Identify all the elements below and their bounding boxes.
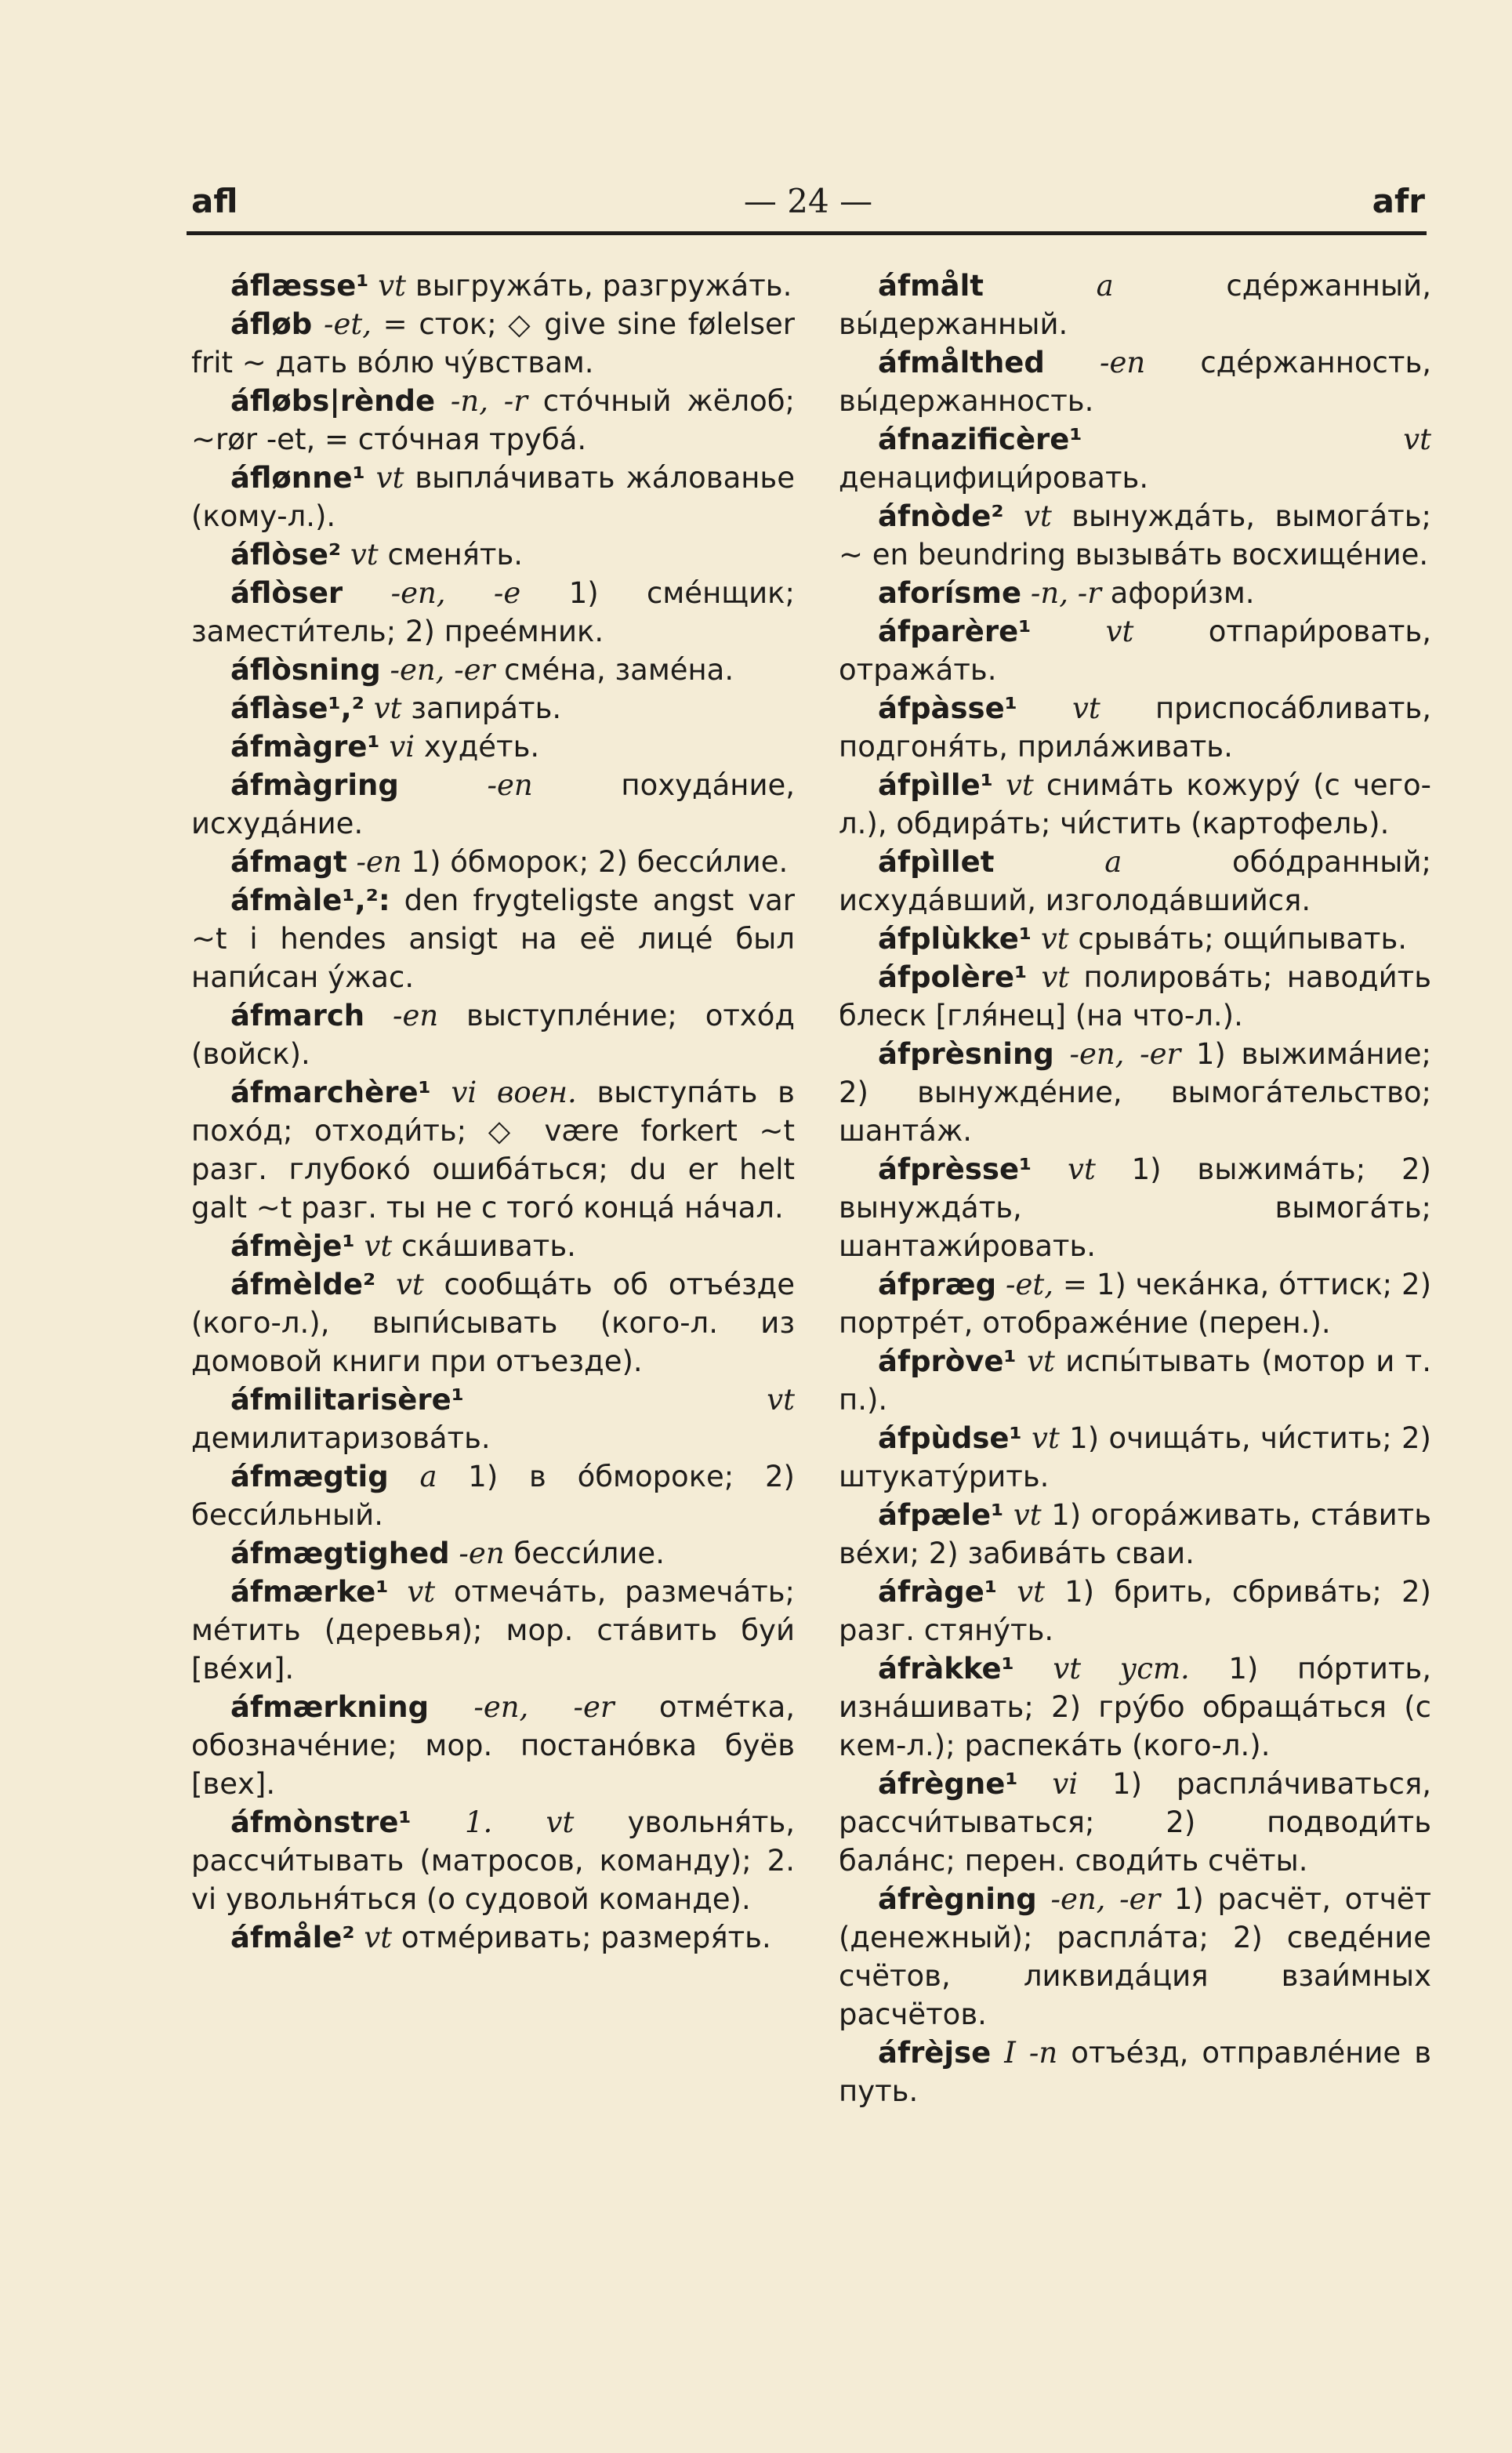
dictionary-entry <box>839 1649 1431 1765</box>
headword: áfprèsning <box>878 1037 1054 1071</box>
dictionary-entry <box>191 843 795 881</box>
dictionary-entry <box>191 1803 795 1918</box>
headword: áfpàsse¹ <box>878 691 1017 725</box>
grammar-label: vt <box>1041 960 1070 994</box>
grammar-label: vt <box>1005 768 1034 802</box>
headword: áfmàle¹,²: <box>230 884 390 917</box>
headword: áflòser <box>230 576 343 610</box>
headword: áfmåle² <box>230 1921 355 1954</box>
headword: áfmilitarisère¹ <box>230 1383 464 1417</box>
grammar-label: vt <box>1017 1575 1045 1609</box>
definition: приспоса́бливать, подгоня́ть, прила́живать. <box>839 691 1431 764</box>
definition: выступа́ть в похо́д; отходи́ть; ◇ være forkert ~t разг. глубоко́ ошиба́ться; du er helt galt ~t разг. ты не с того́ конца́ на́чал. <box>191 1076 795 1225</box>
grammar-label: vt <box>373 691 402 725</box>
definition: 1) расчёт, отчёт (денежный); распла́та; 2) сведе́ние счётов, ликвида́ция взаи́мных расчётов. <box>839 1882 1432 2031</box>
headword: áfmagt <box>230 845 347 879</box>
definition: испы́тывать (мотор и т. п.). <box>839 1344 1431 1417</box>
definition: обо́дранный; исхуда́вший, изголода́вшийся. <box>839 845 1431 917</box>
headword: áfmålthed <box>878 346 1045 379</box>
grammar-label: a <box>1104 845 1122 879</box>
definition: полирова́ть; наводи́ть блеск [гля́нец] (на что-л.). <box>839 960 1432 1032</box>
definition: афори́зм. <box>1110 576 1255 610</box>
definition: ска́шивать. <box>401 1229 576 1263</box>
grammar-label: 1. vt <box>464 1805 575 1839</box>
left-guide-word: afl <box>191 182 238 220</box>
grammar-label: I -n <box>1004 2036 1058 2070</box>
headword: áfrèjse <box>878 2036 992 2070</box>
headword: áfplùkke¹ <box>878 922 1032 956</box>
right-guide-word: afr <box>1372 182 1425 220</box>
definition: отпари́ровать, отража́ть. <box>839 615 1431 687</box>
headword: áfparère¹ <box>878 615 1032 648</box>
dictionary-entry <box>839 420 1431 497</box>
definition: запира́ть. <box>411 691 562 725</box>
grammar-label: vt <box>364 1921 393 1954</box>
dictionary-entry <box>191 728 795 766</box>
headword: áfmònstre¹ <box>230 1805 412 1839</box>
headword: áfmèlde² <box>230 1268 376 1301</box>
headword: áfpìllet <box>878 845 995 879</box>
dictionary-entry <box>191 1688 795 1803</box>
dictionary-entry <box>839 958 1431 1035</box>
headword: áfmèje¹ <box>230 1229 355 1263</box>
headword: áfnòde² <box>878 499 1004 533</box>
page-number: — 24 — <box>743 182 873 220</box>
grammar-label: vt <box>1105 615 1134 648</box>
definition: 1) распла́чиваться, рассчи́тываться; 2) подводи́ть бала́нс; перен. своди́ть счёты. <box>839 1767 1432 1878</box>
dictionary-entry <box>191 459 795 535</box>
definition: 1) о́бморок; 2) бесси́лие. <box>411 845 789 879</box>
definition: 1) огора́живать, ста́вить ве́хи; 2) забива́ть сваи. <box>839 1498 1431 1570</box>
dictionary-entry <box>839 1573 1431 1649</box>
grammar-label: vt <box>1068 1152 1096 1186</box>
headword: aforísme <box>878 576 1022 610</box>
headword: áfmàgre¹ <box>230 730 380 764</box>
dictionary-entry <box>191 1227 795 1265</box>
grammar-label: vt <box>1013 1498 1042 1532</box>
grammar-label: vt <box>1027 1344 1055 1378</box>
grammar-label: vt <box>1072 691 1100 725</box>
definition: денацифици́ровать. <box>839 461 1149 495</box>
definition: сде́ржанный, вы́держанный. <box>839 269 1431 341</box>
headword: áflàse¹,² <box>230 691 364 725</box>
definition: срыва́ть; ощи́пывать. <box>1078 922 1408 956</box>
grammar-label: vt <box>407 1575 436 1609</box>
dictionary-entry <box>191 267 795 305</box>
dictionary-entry <box>191 1573 795 1688</box>
grammar-label: -en <box>392 999 439 1032</box>
definition: отме́тка, обозначе́ние; мор. постано́вка буёв [вех]. <box>191 1690 796 1801</box>
headword: áfmægtig <box>230 1460 389 1493</box>
right-column <box>839 267 1431 2110</box>
dictionary-entry <box>191 1457 795 1534</box>
definition: выпла́чивать жа́лованье (кому-л.). <box>191 461 796 533</box>
grammar-label: -et, = <box>1005 1268 1087 1301</box>
headword: áfmàgring <box>230 768 399 802</box>
definition: увольня́ть, рассчи́тывать (матросов, команду); 2. vi увольня́ться (о судовой команде). <box>191 1805 796 1916</box>
dictionary-entry <box>191 1534 795 1573</box>
dictionary-entry <box>839 766 1431 843</box>
definition: отъе́зд, отправле́ние в путь. <box>839 2036 1431 2108</box>
dictionary-entry <box>839 1342 1431 1419</box>
definition: 1) выжима́ние; 2) вынужде́ние, вымога́тельство; шанта́ж. <box>839 1037 1431 1148</box>
headword: áfrègning <box>878 1882 1037 1916</box>
grammar-label: vt <box>1024 499 1052 533</box>
definition: den frygteligste angst var ~t i hendes ansigt на её лице́ был напи́сан у́жас. <box>191 884 795 994</box>
headword: áfmærke¹ <box>230 1575 389 1609</box>
headword: áflønne¹ <box>230 461 365 495</box>
headword: áfmarchère¹ <box>230 1076 431 1109</box>
grammar-label: -en, -er <box>473 1690 615 1724</box>
dictionary-entry <box>191 574 795 651</box>
headword: áfpræg <box>878 1268 997 1301</box>
headword: áfpùdse¹ <box>878 1421 1022 1455</box>
dictionary-entry <box>839 1880 1431 2034</box>
dictionary-entry <box>839 1035 1431 1150</box>
dictionary-entry <box>839 920 1431 958</box>
grammar-label: vt <box>378 269 407 303</box>
dictionary-entry <box>839 1150 1431 1265</box>
dictionary-entry <box>839 267 1431 343</box>
definition: худе́ть. <box>423 730 540 764</box>
headword: áfpròve¹ <box>878 1344 1017 1378</box>
dictionary-entry <box>839 843 1431 920</box>
dictionary-entry <box>191 382 795 459</box>
headword: áfràge¹ <box>878 1575 998 1609</box>
headword: áfpæle¹ <box>878 1498 1004 1532</box>
grammar-label: -en <box>459 1537 505 1570</box>
definition: сменя́ть. <box>387 538 524 572</box>
definition: 1) сме́нщик; замести́тель; 2) прее́мник. <box>191 576 795 648</box>
dictionary-entry <box>839 1765 1431 1880</box>
definition: отме́ривать; размеря́ть. <box>401 1921 771 1954</box>
dictionary-entry <box>191 535 795 574</box>
definition: 1) чека́нка, о́ттиск; 2) портре́т, отображе́ние (перен.). <box>839 1268 1432 1340</box>
headword: áfmarch <box>230 999 365 1032</box>
headword: áfløbs|rènde <box>230 384 436 418</box>
definition: 1) очища́ть, чи́стить; 2) штукату́рить. <box>839 1421 1431 1493</box>
headword: áfpolère¹ <box>878 960 1028 994</box>
headword: áfmærkning <box>230 1690 430 1724</box>
dictionary-entry <box>839 612 1431 689</box>
definition: демилитаризова́ть. <box>191 1421 491 1455</box>
dictionary-entry <box>191 1073 795 1227</box>
definition: 1) по́ртить, изна́шивать; 2) гру́бо обраща́ться (с кем-л.); распека́ть (кого-л.). <box>839 1652 1431 1762</box>
grammar-label: vt <box>1403 423 1431 456</box>
dictionary-entry <box>191 1265 795 1381</box>
definition: 1) брить, сбрива́ть; 2) разг. стяну́ть. <box>839 1575 1431 1647</box>
grammar-label: -en <box>1100 346 1146 379</box>
dictionary-entry <box>191 305 795 382</box>
headword: áfrègne¹ <box>878 1767 1018 1801</box>
headword: áfràkke¹ <box>878 1652 1014 1686</box>
headword: áfpìlle¹ <box>878 768 993 802</box>
headword: áfmægtighed <box>230 1537 450 1570</box>
headword: áfprèsse¹ <box>878 1152 1032 1186</box>
definition: сообща́ть об отъе́зде (кого-л.), выпи́сывать (кого-л. из домовой книги при отъезде). <box>191 1268 795 1378</box>
grammar-label: -n, -r <box>450 384 528 418</box>
grammar-label: vi <box>1052 1767 1079 1801</box>
definition: бесси́лие. <box>513 1537 665 1570</box>
dictionary-entry <box>191 651 795 689</box>
definition: сме́на, заме́на. <box>504 653 734 687</box>
definition: 1) в о́бмороке; 2) бесси́льный. <box>191 1460 795 1532</box>
definition: вынужда́ть, вымога́ть; ~ en beundring вызыва́ть восхище́ние. <box>839 499 1431 572</box>
grammar-label: -en, -er <box>1069 1037 1181 1071</box>
grammar-label: vi <box>389 730 415 764</box>
definition: выступле́ние; отхо́д (войск). <box>191 999 796 1071</box>
headword: áfmålt <box>878 269 984 303</box>
grammar-label: -et, = <box>323 307 408 341</box>
dictionary-entry <box>191 1918 795 1957</box>
headword: áflòse² <box>230 538 342 572</box>
grammar-label: vt <box>375 461 404 495</box>
grammar-label: -en, -er <box>390 653 495 687</box>
grammar-label: vt <box>350 538 379 572</box>
dictionary-entry <box>839 497 1431 574</box>
grammar-label: vt <box>395 1268 424 1301</box>
dictionary-entry <box>839 689 1431 766</box>
definition: сток; ◇ give sine følelser frit ~ дать во́лю чу́вствам. <box>191 307 796 379</box>
dictionary-entry <box>191 689 795 728</box>
dictionary-entry <box>839 1265 1431 1342</box>
dictionary-entry <box>191 881 795 996</box>
definition: выгружа́ть, разгружа́ть. <box>415 269 792 303</box>
definition: снима́ть кожуру́ (с чего-л.), обдира́ть; чи́стить (картофель). <box>839 768 1431 840</box>
grammar-label: vt <box>1040 922 1069 956</box>
grammar-label: vt <box>1032 1421 1060 1455</box>
grammar-label: vt <box>364 1229 393 1263</box>
headword: áflòsning <box>230 653 381 687</box>
grammar-label: -en <box>487 768 533 802</box>
definition: сто́чный жёлоб; ~rør -et, = сто́чная труба́. <box>191 384 796 456</box>
dictionary-entry <box>191 766 795 843</box>
dictionary-entry <box>839 343 1431 420</box>
grammar-label: a <box>419 1460 437 1493</box>
left-column <box>191 267 795 1957</box>
page-header <box>191 182 1425 229</box>
grammar-label: -n, -r <box>1030 576 1101 610</box>
definition: похуда́ние, исхуда́ние. <box>191 768 796 840</box>
dictionary-entry <box>191 996 795 1073</box>
grammar-label: vi воен. <box>451 1076 577 1109</box>
definition: отмеча́ть, размеча́ть; ме́тить (деревья); мор. ста́вить буи́ [ве́хи]. <box>191 1575 796 1686</box>
grammar-label: a <box>1096 269 1114 303</box>
grammar-label: -en, -er <box>1050 1882 1161 1916</box>
definition: сде́ржанность, вы́держанность. <box>839 346 1432 418</box>
headword: áfnazificère¹ <box>878 423 1082 456</box>
definition: 1) выжима́ть; 2) вынужда́ть, вымога́ть; шантажи́ровать. <box>839 1152 1431 1263</box>
dictionary-entry <box>839 1419 1431 1496</box>
headword: áflæsse¹ <box>230 269 369 303</box>
dictionary-entry <box>839 1496 1431 1573</box>
grammar-label: -en, -e <box>390 576 521 610</box>
grammar-label: -en <box>356 845 402 879</box>
grammar-label: vt <box>767 1383 795 1417</box>
dictionary-entry <box>839 2034 1431 2110</box>
dictionary-entry <box>839 574 1431 612</box>
header-rule <box>187 231 1427 235</box>
grammar-label: vt уст. <box>1053 1652 1190 1686</box>
dictionary-entry <box>191 1381 795 1457</box>
headword: áfløb <box>230 307 313 341</box>
